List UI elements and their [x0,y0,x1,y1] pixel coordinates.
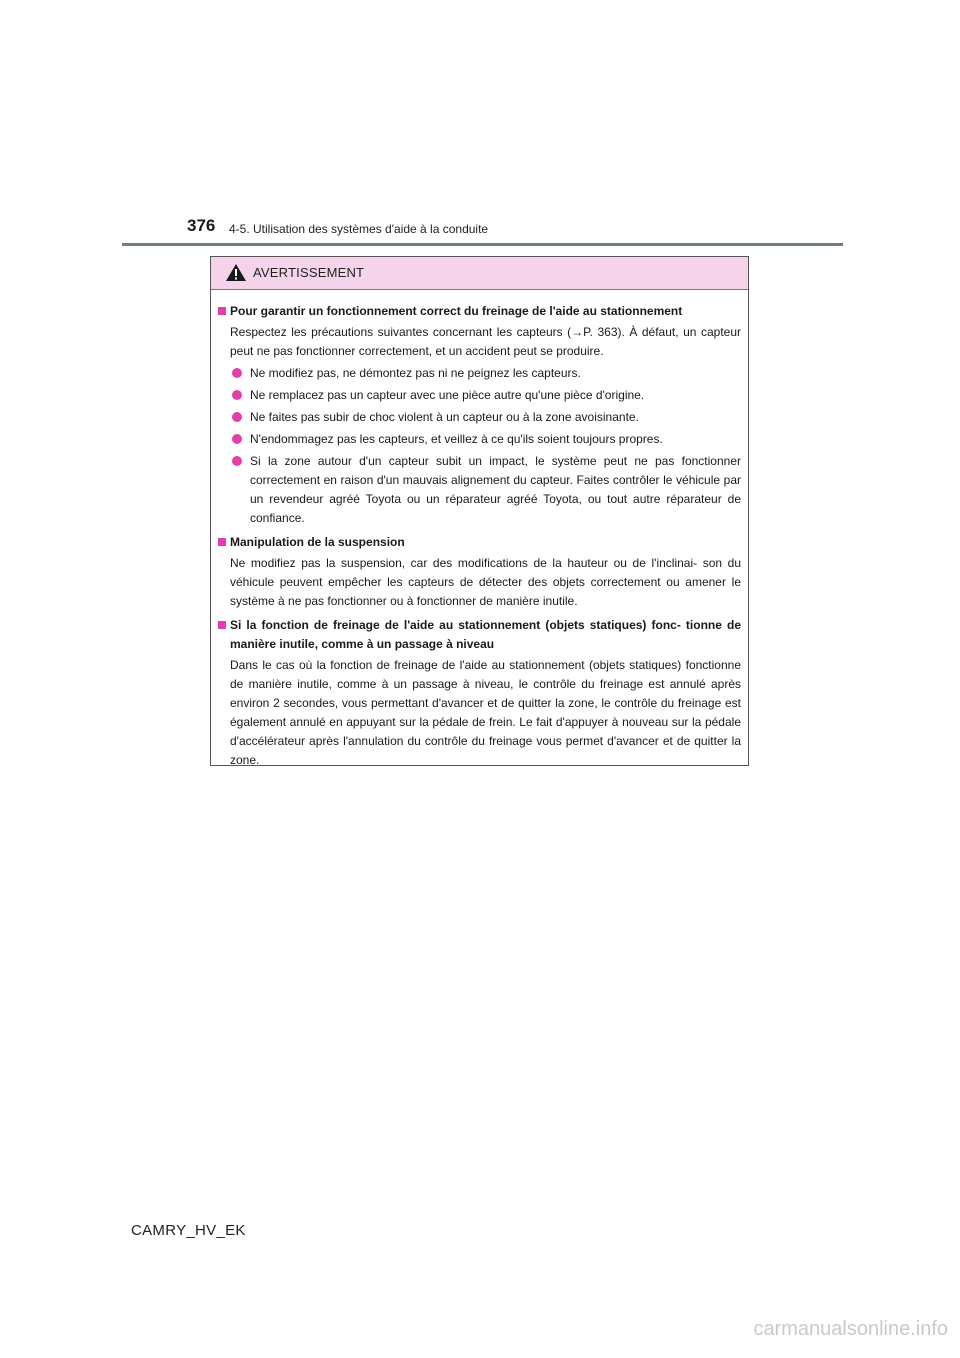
circle-bullet-icon [232,412,242,422]
page-number: 376 [187,216,216,235]
warning-label: AVERTISSEMENT [253,265,365,280]
warning-body [211,290,748,770]
list-item: N'endommagez pas les capteurs, et veillez à ce qu'ils soient toujours propres. [218,430,741,449]
section-text: Ne modifiez pas la suspension, car des modifications de la hauteur ou de l'inclinai- son du véhicule peuvent empêcher les capteurs de détecter des objets correctement ou amener le système à ne pas fonctionner ou à fonctionner de manière inutile. [230,556,741,608]
section-title: 4-5. Utilisation des systèmes d'aide à la conduite [229,222,489,236]
circle-bullet-icon [232,456,242,466]
section-heading: Manipulation de la suspension [218,533,741,552]
warning-box [210,256,749,766]
section-text: Dans le cas où la fonction de freinage de l'aide au stationnement (objets statiques) fonctionne de manière inutile, comme à un passage à niveau, le contrôle du freinage est annulé après environ 2 secondes, vous permettant d'avancer et de quitter la zone, le contrôle du freinage est également annulé en appuyant sur la pédale de frein. Le fait d'appuyer à nouveau sur la pédale d'accélérateur après l'annulation du contrôle du freinage vous permet d'avancer et de quitter la zone. [230,658,741,767]
warning-triangle-icon [225,263,247,282]
watermark: carmanualsonline.info [753,1318,948,1340]
list-item: Ne modifiez pas, ne démontez pas ni ne peignez les capteurs. [218,364,741,383]
header-divider [122,243,843,246]
model-code: CAMRY_HV_EK [131,1222,246,1239]
section-heading: Pour garantir un fonctionnement correct du freinage de l'aide au stationnement [218,302,741,321]
square-bullet-icon [218,621,226,629]
list-item: Ne remplacez pas un capteur avec une pièce autre qu'une pièce d'origine. [218,386,741,405]
list-item: Ne faites pas subir de choc violent à un capteur ou à la zone avoisinante. [218,408,741,427]
warning-header [211,257,748,290]
list-item: Si la zone autour d'un capteur subit un impact, le système peut ne pas fonctionner correctement en raison d'un mauvais alignement du capteur. Faites contrôler le véhicule par un revendeur agréé Toyota ou un réparateur agréé Toyota, ou tout autre réparateur de confiance. [218,452,741,528]
circle-bullet-icon [232,434,242,444]
square-bullet-icon [218,538,226,546]
circle-bullet-icon [232,390,242,400]
section-heading: Si la fonction de freinage de l'aide au stationnement (objets statiques) fonc- tionne de manière inutile, comme à un passage à niveau [218,616,741,654]
square-bullet-icon [218,307,226,315]
section-text: Respectez les précautions suivantes concernant les capteurs (→P. 363). À défaut, un capteur peut ne pas fonctionner correctement, et un accident peut se produire. [230,325,741,358]
circle-bullet-icon [232,368,242,378]
